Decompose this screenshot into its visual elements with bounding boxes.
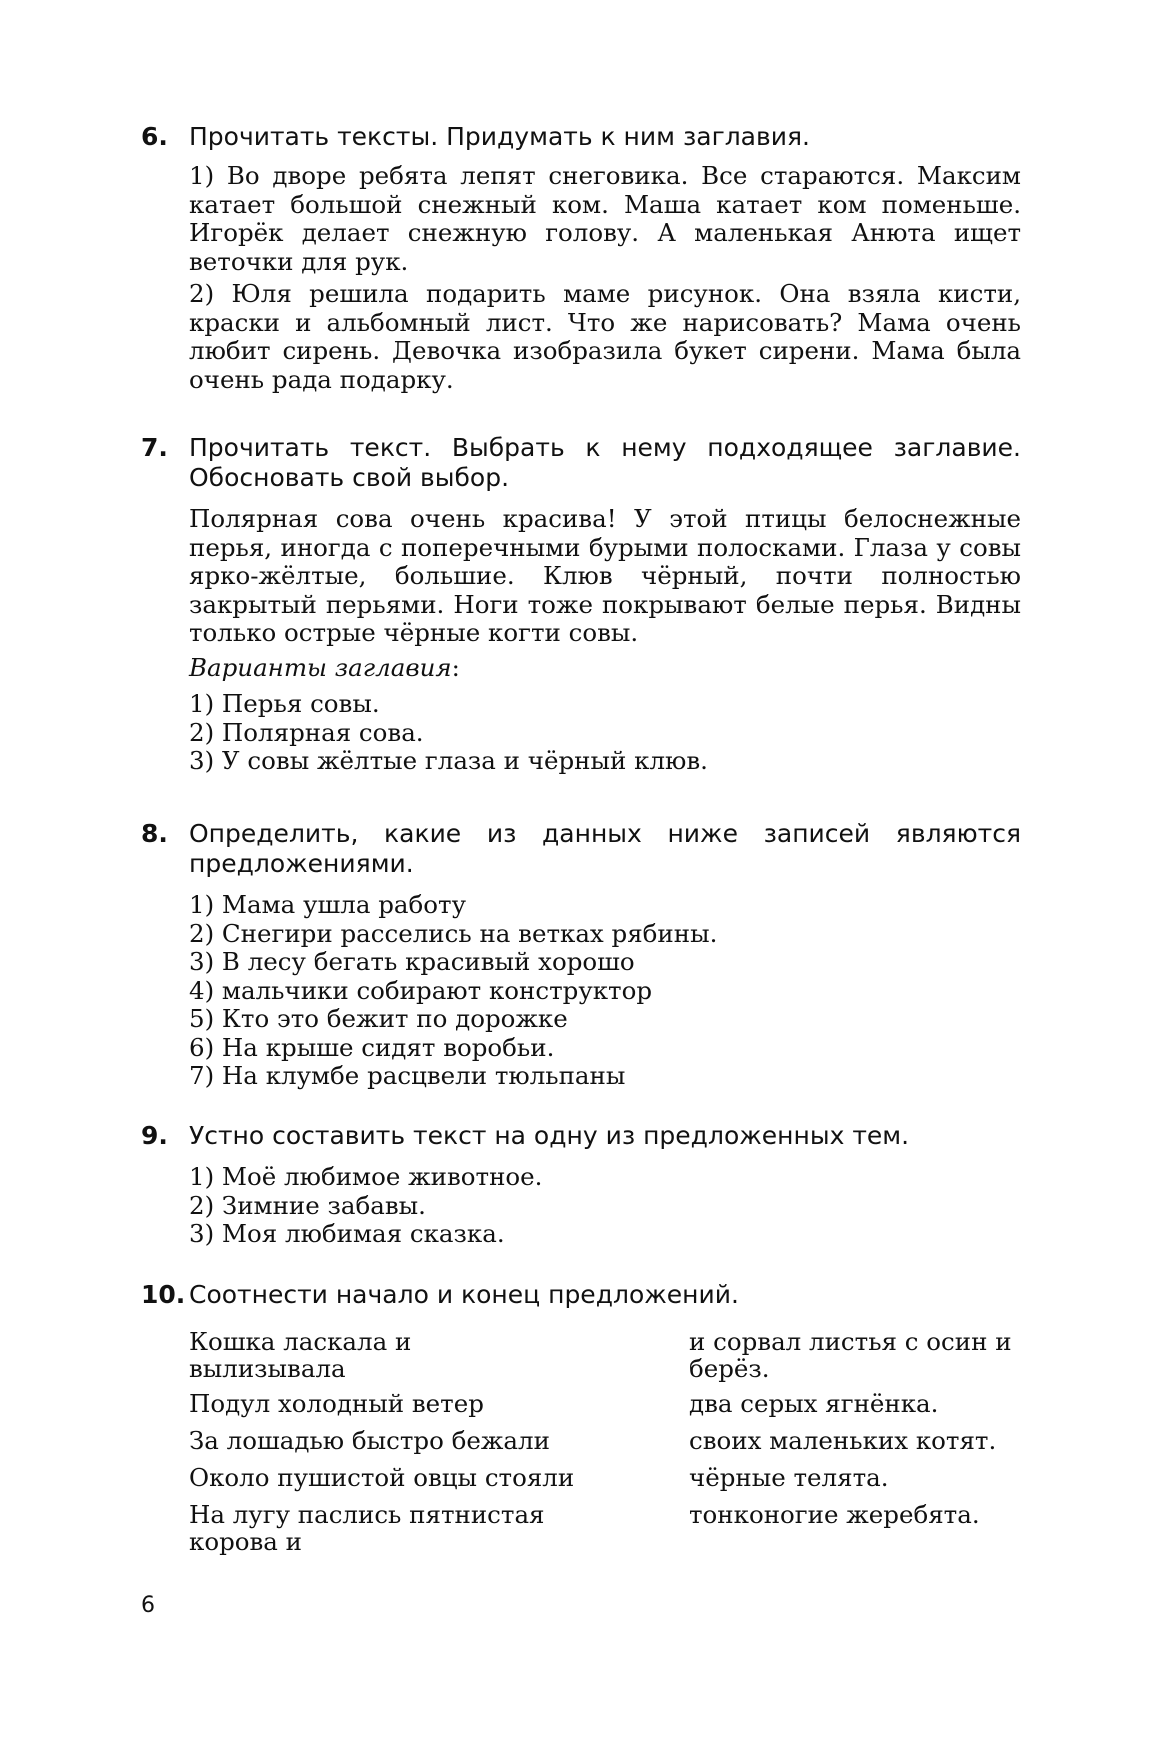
- match-row: [189, 1390, 1029, 1417]
- task-title: Соотнести начало и конец предложений.: [189, 1280, 739, 1309]
- list-item: 6) На крыше сидят воробьи.: [189, 1032, 555, 1062]
- task-7: [141, 433, 1021, 776]
- task-10-heading: [141, 1280, 1021, 1310]
- list-item: 4) мальчики собирают конструктор: [189, 975, 653, 1005]
- list-item: 3) Моя любимая сказка.: [189, 1219, 505, 1248]
- sentence-end: два серых ягнёнка.: [689, 1389, 939, 1418]
- paragraph: 2) Юля решила подарить маме рисунок. Она взяла кисти, краски и альбомный лист. Что же нарисовать? Мама очень любит сирень. Девочка изобразила букет сирени. Мама была очень рада подарку.: [189, 279, 1021, 394]
- list-item: 5) Кто это бежит по дорожке: [189, 1004, 568, 1033]
- paragraph: 1) Во дворе ребята лепят снеговика. Все стараются. Максим катает большой снежный ком. Маша катает ком поменьше. Игорёк делает снежную голову. А маленькая Анюта ищет веточки для рук.: [189, 161, 1021, 276]
- task-number: 6.: [141, 122, 168, 151]
- list-item: 2) Снегири расселись на ветках рябины.: [189, 918, 718, 948]
- task-8: [141, 819, 1021, 1091]
- page-number: 6: [141, 1593, 155, 1618]
- sentence-start: На лугу паслись пятнистая корова и: [189, 1500, 545, 1556]
- task-7-heading: [141, 433, 1021, 493]
- variants-label-line: [189, 654, 1021, 683]
- sentence-end: своих маленьких котят.: [689, 1426, 997, 1455]
- list-item: 1) Мама ушла работу: [189, 890, 466, 919]
- task-number: 8.: [141, 819, 168, 848]
- task-title: Определить, какие из данных ниже записей являются предложениями.: [189, 819, 1021, 878]
- task-9: [141, 1121, 1021, 1249]
- match-row: [189, 1427, 1029, 1454]
- task-7-body: [189, 505, 1021, 776]
- variants-colon: :: [451, 652, 460, 682]
- sentence-end: чёрные телята.: [689, 1463, 889, 1492]
- records-list: [189, 891, 1021, 1091]
- task-title: Прочитать тексты. Придумать к ним заглавия.: [189, 122, 810, 151]
- task-8-body: [189, 891, 1021, 1091]
- task-6-body: [189, 162, 1021, 394]
- sentence-end: тонконогие жеребята.: [689, 1500, 980, 1529]
- task-9-heading: [141, 1121, 1021, 1151]
- task-8-heading: [141, 819, 1021, 879]
- task-6: [141, 122, 1021, 394]
- task-title: Прочитать текст. Выбрать к нему подходящее заглавие. Обосновать свой выбор.: [189, 433, 1021, 492]
- topics-list: [189, 1163, 1021, 1249]
- matching-table: [189, 1328, 1029, 1555]
- list-item: 2) Полярная сова.: [189, 717, 424, 747]
- sentence-end: и сорвал листья с осин и берёз.: [689, 1327, 1012, 1383]
- task-6-heading: [141, 122, 1021, 152]
- variants-label: Варианты заглавия: [189, 652, 452, 682]
- match-row: [189, 1464, 1029, 1491]
- list-item: 2) Зимние забавы.: [189, 1190, 426, 1220]
- list-item: 1) Моё любимое животное.: [189, 1162, 543, 1191]
- sentence-start: Кошка ласкала и вылизывала: [189, 1327, 412, 1383]
- task-10: [141, 1280, 1021, 1310]
- task-number: 10.: [141, 1280, 186, 1309]
- list-item: 7) На клумбе расцвели тюльпаны: [189, 1061, 626, 1090]
- sentence-start: Подул холодный ветер: [189, 1389, 484, 1418]
- task-number: 7.: [141, 433, 168, 462]
- task-number: 9.: [141, 1121, 168, 1150]
- paragraph: Полярная сова очень красива! У этой птицы белоснежные перья, иногда с поперечными бурыми полосками. Глаза у совы ярко-жёлтые, большие. Клюв чёрный, почти полностью закрытый перьями. Ноги тоже покрывают белые перья. Видны только острые чёрные когти совы.: [189, 504, 1021, 647]
- sentence-start: Около пушистой овцы стояли: [189, 1463, 575, 1492]
- match-row: [189, 1501, 1029, 1555]
- list-item: 3) У совы жёлтые глаза и чёрный клюв.: [189, 746, 708, 775]
- list-item: 3) В лесу бегать красивый хорошо: [189, 947, 635, 976]
- sentence-start: За лошадью быстро бежали: [189, 1426, 550, 1455]
- task-9-body: [189, 1163, 1021, 1249]
- match-row: [189, 1328, 1029, 1382]
- title-options-list: [189, 690, 1021, 776]
- list-item: 1) Перья совы.: [189, 689, 380, 718]
- task-title: Устно составить текст на одну из предложенных тем.: [189, 1121, 910, 1150]
